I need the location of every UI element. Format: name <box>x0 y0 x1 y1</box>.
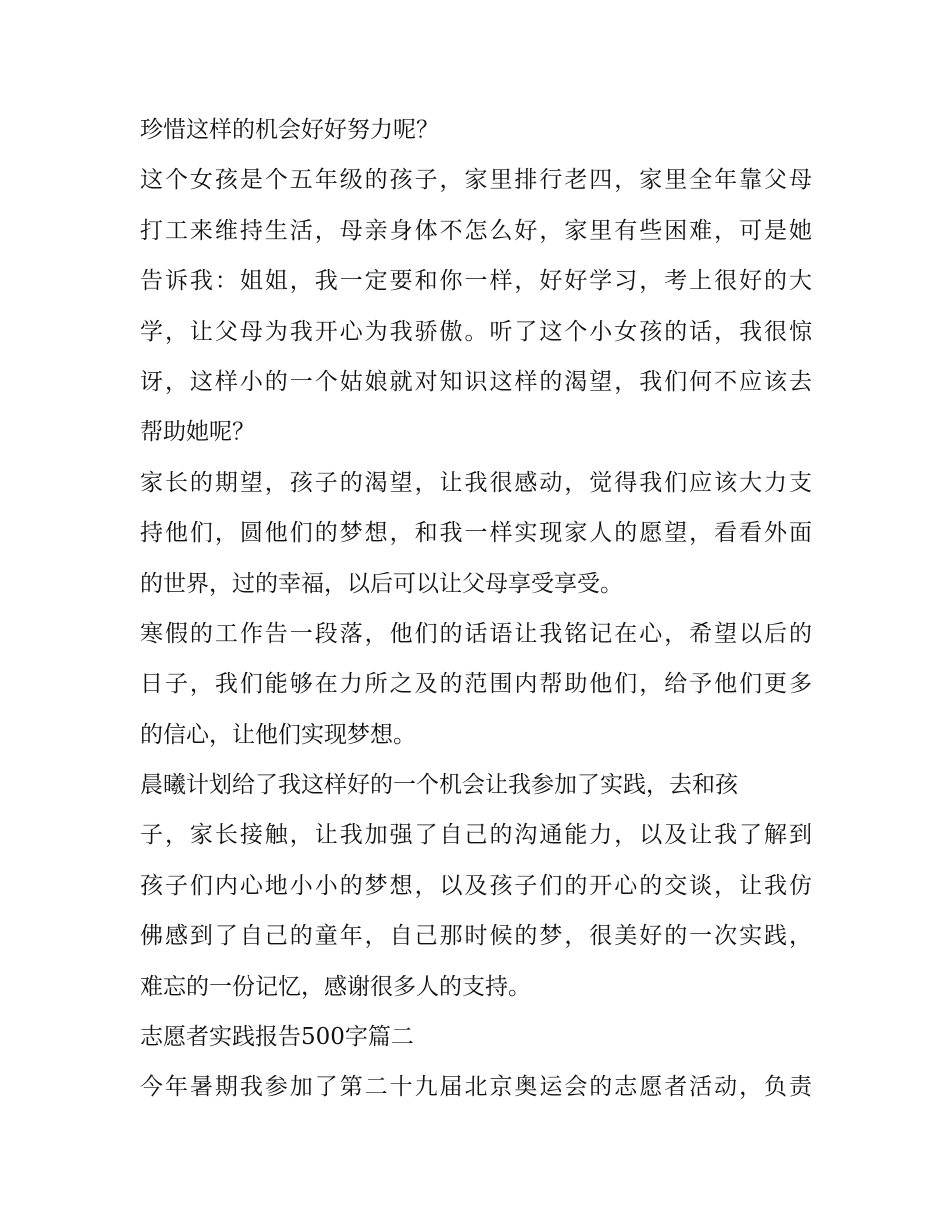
text-line: 的信心，让他们实现梦想。 <box>140 721 416 748</box>
text-line: 子，家长接触，让我加强了自己的沟通能力，以及让我了解到 <box>140 822 812 849</box>
text-line: 告诉我：姐姐，我一定要和你一样，好好学习，考上很好的大 <box>140 268 812 295</box>
text-line: 的世界，过的幸福，以后可以让父母享受享受。 <box>140 570 623 597</box>
text-line: 学，让父母为我开心为我骄傲。听了这个小女孩的话，我很惊 <box>140 318 812 345</box>
text-line: 这个女孩是个五年级的孩子，家里排行老四，家里全年靠父母 <box>140 167 812 194</box>
text-line: 寒假的工作告一段落，他们的话语让我铭记在心，希望以后的 <box>140 620 812 647</box>
text-line: 珍惜这样的机会好好努力呢？ <box>140 117 439 143</box>
text-line: 家长的期望，孩子的渴望，让我很感动，觉得我们应该大力支 <box>140 469 812 496</box>
section-heading: 志愿者实践报告500字篇二 <box>140 1024 414 1051</box>
text-line: 孩子们内心地小小的梦想，以及孩子们的开心的交谈，让我仿 <box>140 872 812 899</box>
text-line: 打工来维持生活，母亲身体不怎么好，家里有些困难，可是她 <box>140 217 812 244</box>
text-line: 日子，我们能够在力所之及的范围内帮助他们，给予他们更多 <box>140 671 812 698</box>
text-line: 今年暑期我参加了第二十九届北京奥运会的志愿者活动，负责 <box>140 1074 812 1101</box>
text-line: 佛感到了自己的童年，自己那时候的梦，很美好的一次实践， <box>140 923 812 950</box>
text-line: 难忘的一份记忆，感谢很多人的支持。 <box>140 973 531 1000</box>
text-line: 帮助她呢？ <box>140 419 255 446</box>
text-line: 持他们，圆他们的梦想，和我一样实现家人的愿望，看看外面 <box>140 520 812 547</box>
document-body <box>140 105 820 1113</box>
text-line: 讶，这样小的一个姑娘就对知识这样的渴望，我们何不应该去 <box>140 368 812 395</box>
text-line: 晨曦计划给了我这样好的一个机会让我参加了实践，去和孩 <box>140 772 738 799</box>
